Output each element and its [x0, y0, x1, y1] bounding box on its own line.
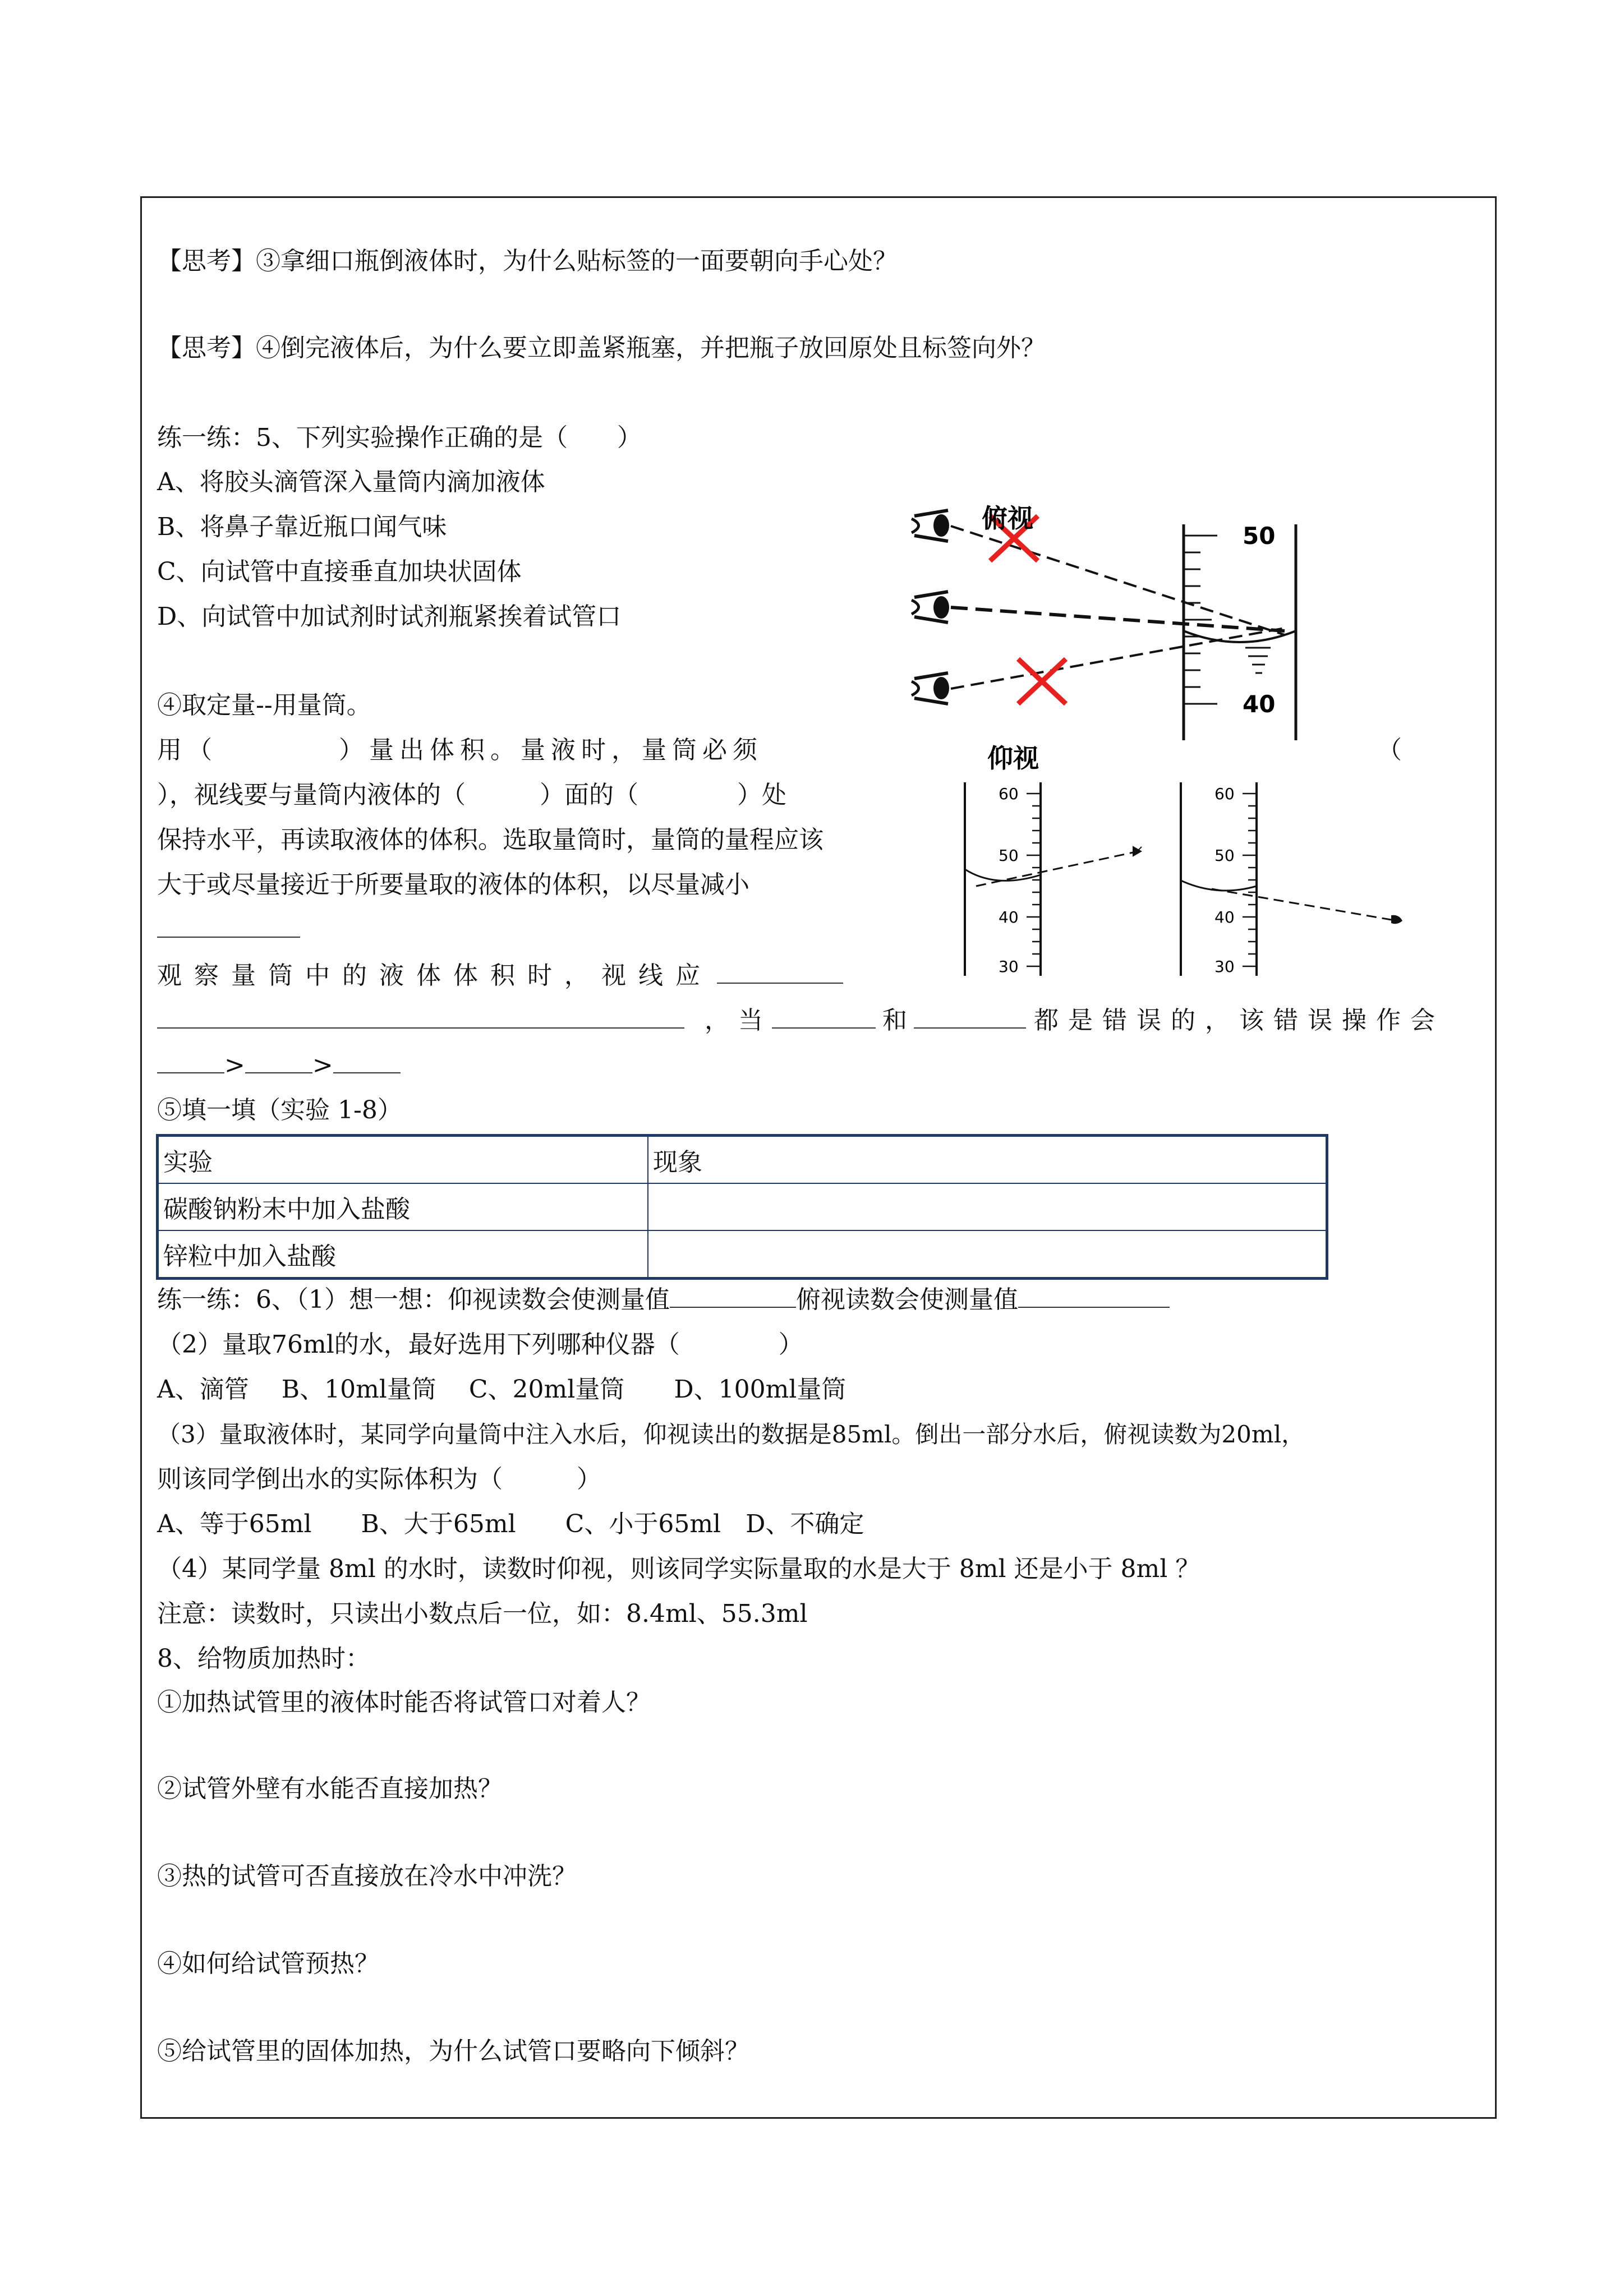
heat-question-2: ②试管外壁有水能否直接加热？ [157, 1774, 503, 1803]
cylinder-paragraph-line-8: > > [157, 1050, 401, 1081]
q6-line-8: 注意：读数时，只读出小数点后一位，如：8.4ml、55.3ml [157, 1599, 808, 1628]
table-header-row [158, 1136, 1327, 1184]
experiment-table [156, 1134, 1328, 1280]
eye-lower-left-icon [1133, 847, 1142, 856]
fill-title: ⑤填一填（实验 1-8） [157, 1096, 402, 1124]
heat-question-5: ⑤给试管里的固体加热，为什么试管口要略向下倾斜？ [157, 2037, 749, 2066]
cylinder-paragraph-line-1: 用（ ）量出体积。量液时，量筒必须 [157, 736, 763, 764]
right-tick-30: 30 [1214, 957, 1235, 976]
eye-top-icon [912, 510, 949, 541]
row-1-experiment: 碳酸钠粉末中加入盐酸 [158, 1183, 648, 1230]
table-row [158, 1230, 1327, 1279]
left-tick-50: 50 [999, 846, 1019, 865]
left-tick-40: 40 [999, 908, 1019, 926]
bottom-view-label: 仰视 [987, 743, 1039, 773]
blank-reduce-error [157, 914, 300, 946]
header-phenomenon: 现象 [648, 1136, 1327, 1184]
eye-lower-right-icon [1391, 915, 1402, 924]
q6-line-2: （2）量取76ml的水，最好选用下列哪种仪器（ ） [157, 1330, 803, 1359]
q6-line-6: A、等于65ml B、大于65ml C、小于65ml D、不确定 [157, 1510, 864, 1538]
q6-line-4: （3）量取液体时，某同学向量筒中注入水后，仰视读出的数据是85ml。倒出一部分水后，俯视读数为20ml， [157, 1421, 1305, 1448]
row-2-experiment: 锌粒中加入盐酸 [158, 1230, 648, 1279]
q5-option-a: A、将胶头滴管深入量筒内滴加液体 [157, 468, 545, 496]
heat-question-4: ④如何给试管预热？ [157, 1949, 379, 1978]
eye-middle-icon [912, 592, 949, 623]
right-tick-50: 50 [1214, 846, 1235, 865]
q6-line-5: 则该同学倒出水的实际体积为（ ） [157, 1465, 601, 1493]
left-tick-60: 60 [999, 785, 1019, 803]
cylinder-reading-figure [898, 494, 1408, 987]
cylinder-paragraph-line-7: ，当 和 都是错误的，该错误操作会 [157, 1005, 1481, 1036]
q5-option-b: B、将鼻子靠近瓶口闻气味 [157, 513, 447, 541]
left-tick-30: 30 [999, 957, 1019, 976]
cylinder-paragraph-line-4: 大于或尽量接近于所要量取的液体的体积，以尽量减小 [157, 870, 749, 899]
right-tick-60: 60 [1214, 785, 1235, 803]
cylinder-paragraph-line-3: 保持水平，再读取液体的体积。选取量筒时，量筒的量程应该 [157, 826, 823, 854]
lower-right-cylinder [1181, 782, 1402, 976]
header-experiment: 实验 [158, 1136, 648, 1184]
top-view-label: 俯视 [982, 503, 1033, 533]
q5-option-c: C、向试管中直接垂直加块状固体 [157, 557, 522, 586]
cylinder-heading: ④取定量--用量筒。 [157, 691, 371, 720]
wrong-cross-bottom-icon [1018, 659, 1066, 704]
heat-question-1: ①加热试管里的液体时能否将试管口对着人？ [157, 1688, 651, 1717]
eye-bottom-icon [912, 673, 949, 704]
cylinder-paragraph-line-2: ），视线要与量筒内液体的（ ）面的（ ）处 [157, 781, 786, 809]
heat-title: 8、给物质加热时： [157, 1644, 370, 1673]
table-row [158, 1183, 1327, 1230]
cylinder-paragraph-line-1-tail: （ [1377, 736, 1402, 764]
scale-top-label: 50 [1243, 522, 1276, 550]
row-2-phenomenon[interactable] [648, 1230, 1327, 1279]
think-question-4: 【思考】④倒完液体后，为什么要立即盖紧瓶塞，并把瓶子放回原处且标签向外？ [157, 334, 1046, 362]
q5-option-d: D、向试管中加试剂时试剂瓶紧挨着试管口 [157, 602, 622, 631]
q6-line-1: 练一练：6、（1）想一想：仰视读数会使测量值 俯视读数会使测量值 [157, 1284, 1170, 1316]
q6-line-3: A、滴管 B、10ml量筒 C、20ml量筒 D、100ml量筒 [157, 1375, 846, 1404]
scale-bottom-label: 40 [1243, 690, 1276, 718]
heat-question-3: ③热的试管可否直接放在冷水中冲洗？ [157, 1862, 577, 1891]
cylinder-paragraph-line-6: 观察量筒中的液体体积时，视线应 [157, 960, 843, 992]
think-question-3: 【思考】③拿细口瓶倒液体时，为什么贴标签的一面要朝向手心处？ [157, 247, 898, 275]
q5-stem: 练一练：5、下列实验操作正确的是（ ） [157, 423, 642, 452]
row-1-phenomenon[interactable] [648, 1183, 1327, 1230]
q6-line-7: （4）某同学量 8ml 的水时，读数时仰视，则该同学实际量取的水是大于 8ml 还是小于 8ml ？ [157, 1555, 1200, 1583]
right-tick-40: 40 [1214, 908, 1235, 926]
lower-left-cylinder [965, 782, 1142, 976]
